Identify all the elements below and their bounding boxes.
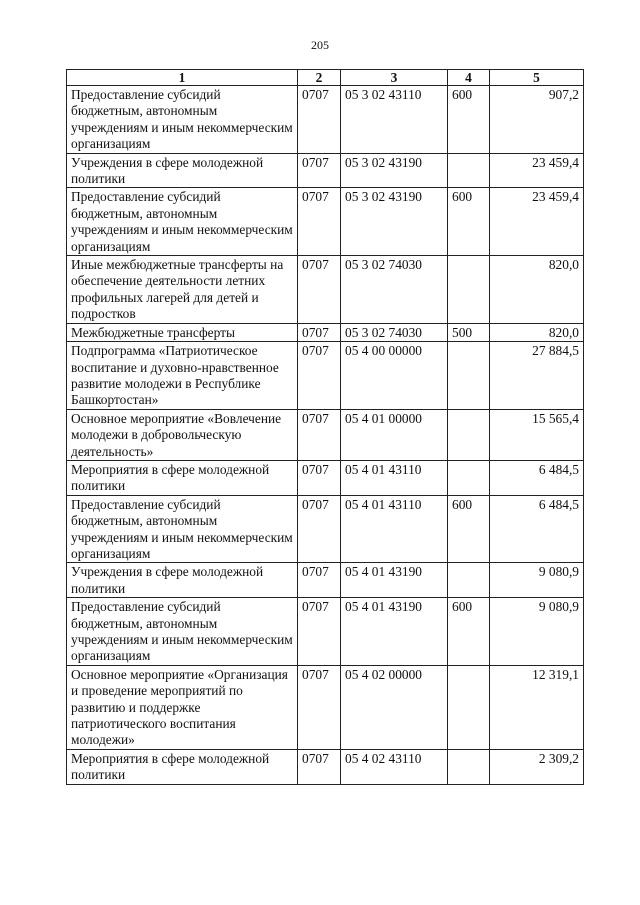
row-code-cell: 05 4 01 43190 bbox=[341, 563, 448, 598]
table-row bbox=[67, 323, 584, 341]
table-row bbox=[67, 153, 584, 188]
row-amount-cell: 6 484,5 bbox=[490, 495, 584, 563]
row-kind-cell: 600 bbox=[448, 598, 490, 666]
row-kind-cell bbox=[448, 409, 490, 460]
row-code-cell: 05 4 02 00000 bbox=[341, 665, 448, 749]
table-row bbox=[67, 342, 584, 410]
row-name-cell: Иные межбюджетные трансферты на обеспечение деятельности летних профильных лагерей для детей и подростков bbox=[67, 256, 298, 324]
row-section-cell: 0707 bbox=[298, 342, 341, 410]
table-row bbox=[67, 188, 584, 256]
row-amount-cell: 15 565,4 bbox=[490, 409, 584, 460]
row-section-cell: 0707 bbox=[298, 749, 341, 784]
row-section-cell: 0707 bbox=[298, 409, 341, 460]
row-amount-cell: 820,0 bbox=[490, 256, 584, 324]
row-amount-cell: 9 080,9 bbox=[490, 598, 584, 666]
page-number: 205 bbox=[311, 38, 329, 52]
table-row bbox=[67, 409, 584, 460]
row-amount-cell: 6 484,5 bbox=[490, 460, 584, 495]
header-col-5: 5 bbox=[490, 70, 584, 86]
row-code-cell: 05 4 01 43110 bbox=[341, 460, 448, 495]
header-row bbox=[67, 70, 584, 86]
row-kind-cell bbox=[448, 256, 490, 324]
row-amount-cell: 23 459,4 bbox=[490, 188, 584, 256]
table-row bbox=[67, 598, 584, 666]
row-kind-cell bbox=[448, 665, 490, 749]
row-section-cell: 0707 bbox=[298, 153, 341, 188]
row-code-cell: 05 4 01 00000 bbox=[341, 409, 448, 460]
row-kind-cell bbox=[448, 153, 490, 188]
row-code-cell: 05 3 02 43190 bbox=[341, 188, 448, 256]
table-row bbox=[67, 256, 584, 324]
budget-table bbox=[66, 69, 584, 785]
header-col-2: 2 bbox=[298, 70, 341, 86]
row-section-cell: 0707 bbox=[298, 86, 341, 154]
row-amount-cell: 9 080,9 bbox=[490, 563, 584, 598]
row-name-cell: Мероприятия в сфере молодежной политики bbox=[67, 460, 298, 495]
row-section-cell: 0707 bbox=[298, 665, 341, 749]
row-code-cell: 05 3 02 74030 bbox=[341, 256, 448, 324]
row-kind-cell bbox=[448, 749, 490, 784]
row-code-cell: 05 4 00 00000 bbox=[341, 342, 448, 410]
row-code-cell: 05 4 01 43110 bbox=[341, 495, 448, 563]
row-section-cell: 0707 bbox=[298, 188, 341, 256]
table-row bbox=[67, 665, 584, 749]
row-section-cell: 0707 bbox=[298, 256, 341, 324]
row-name-cell: Предоставление субсидий бюджетным, автономным учреждениям и иным некоммерческим организациям bbox=[67, 188, 298, 256]
row-code-cell: 05 4 02 43110 bbox=[341, 749, 448, 784]
row-amount-cell: 820,0 bbox=[490, 323, 584, 341]
table-row bbox=[67, 749, 584, 784]
row-section-cell: 0707 bbox=[298, 460, 341, 495]
row-code-cell: 05 3 02 43190 bbox=[341, 153, 448, 188]
row-code-cell: 05 3 02 74030 bbox=[341, 323, 448, 341]
table-row bbox=[67, 495, 584, 563]
header-col-3: 3 bbox=[341, 70, 448, 86]
row-name-cell: Основное мероприятие «Организация и проведение мероприятий по развитию и поддержке патриотического воспитания молодежи» bbox=[67, 665, 298, 749]
table-row bbox=[67, 86, 584, 154]
row-name-cell: Предоставление субсидий бюджетным, автономным учреждениям и иным некоммерческим организациям bbox=[67, 598, 298, 666]
row-section-cell: 0707 bbox=[298, 495, 341, 563]
row-section-cell: 0707 bbox=[298, 323, 341, 341]
row-name-cell: Мероприятия в сфере молодежной политики bbox=[67, 749, 298, 784]
row-name-cell: Предоставление субсидий бюджетным, автономным учреждениям и иным некоммерческим организациям bbox=[67, 86, 298, 154]
row-amount-cell: 27 884,5 bbox=[490, 342, 584, 410]
row-kind-cell bbox=[448, 563, 490, 598]
row-kind-cell bbox=[448, 460, 490, 495]
row-kind-cell bbox=[448, 342, 490, 410]
row-section-cell: 0707 bbox=[298, 563, 341, 598]
row-name-cell: Подпрограмма «Патриотическое воспитание и духовно-нравственное развитие молодежи в Республике Башкортостан» bbox=[67, 342, 298, 410]
row-kind-cell: 600 bbox=[448, 188, 490, 256]
row-code-cell: 05 3 02 43110 bbox=[341, 86, 448, 154]
row-amount-cell: 907,2 bbox=[490, 86, 584, 154]
row-name-cell: Учреждения в сфере молодежной политики bbox=[67, 563, 298, 598]
row-amount-cell: 2 309,2 bbox=[490, 749, 584, 784]
row-amount-cell: 23 459,4 bbox=[490, 153, 584, 188]
row-code-cell: 05 4 01 43190 bbox=[341, 598, 448, 666]
table-row bbox=[67, 563, 584, 598]
row-name-cell: Основное мероприятие «Вовлечение молодежи в добровольческую деятельность» bbox=[67, 409, 298, 460]
table-row bbox=[67, 460, 584, 495]
row-section-cell: 0707 bbox=[298, 598, 341, 666]
row-kind-cell: 600 bbox=[448, 495, 490, 563]
header-col-4: 4 bbox=[448, 70, 490, 86]
row-name-cell: Учреждения в сфере молодежной политики bbox=[67, 153, 298, 188]
header-col-1: 1 bbox=[67, 70, 298, 86]
row-kind-cell: 500 bbox=[448, 323, 490, 341]
row-amount-cell: 12 319,1 bbox=[490, 665, 584, 749]
row-name-cell: Предоставление субсидий бюджетным, автономным учреждениям и иным некоммерческим организациям bbox=[67, 495, 298, 563]
row-name-cell: Межбюджетные трансферты bbox=[67, 323, 298, 341]
row-kind-cell: 600 bbox=[448, 86, 490, 154]
